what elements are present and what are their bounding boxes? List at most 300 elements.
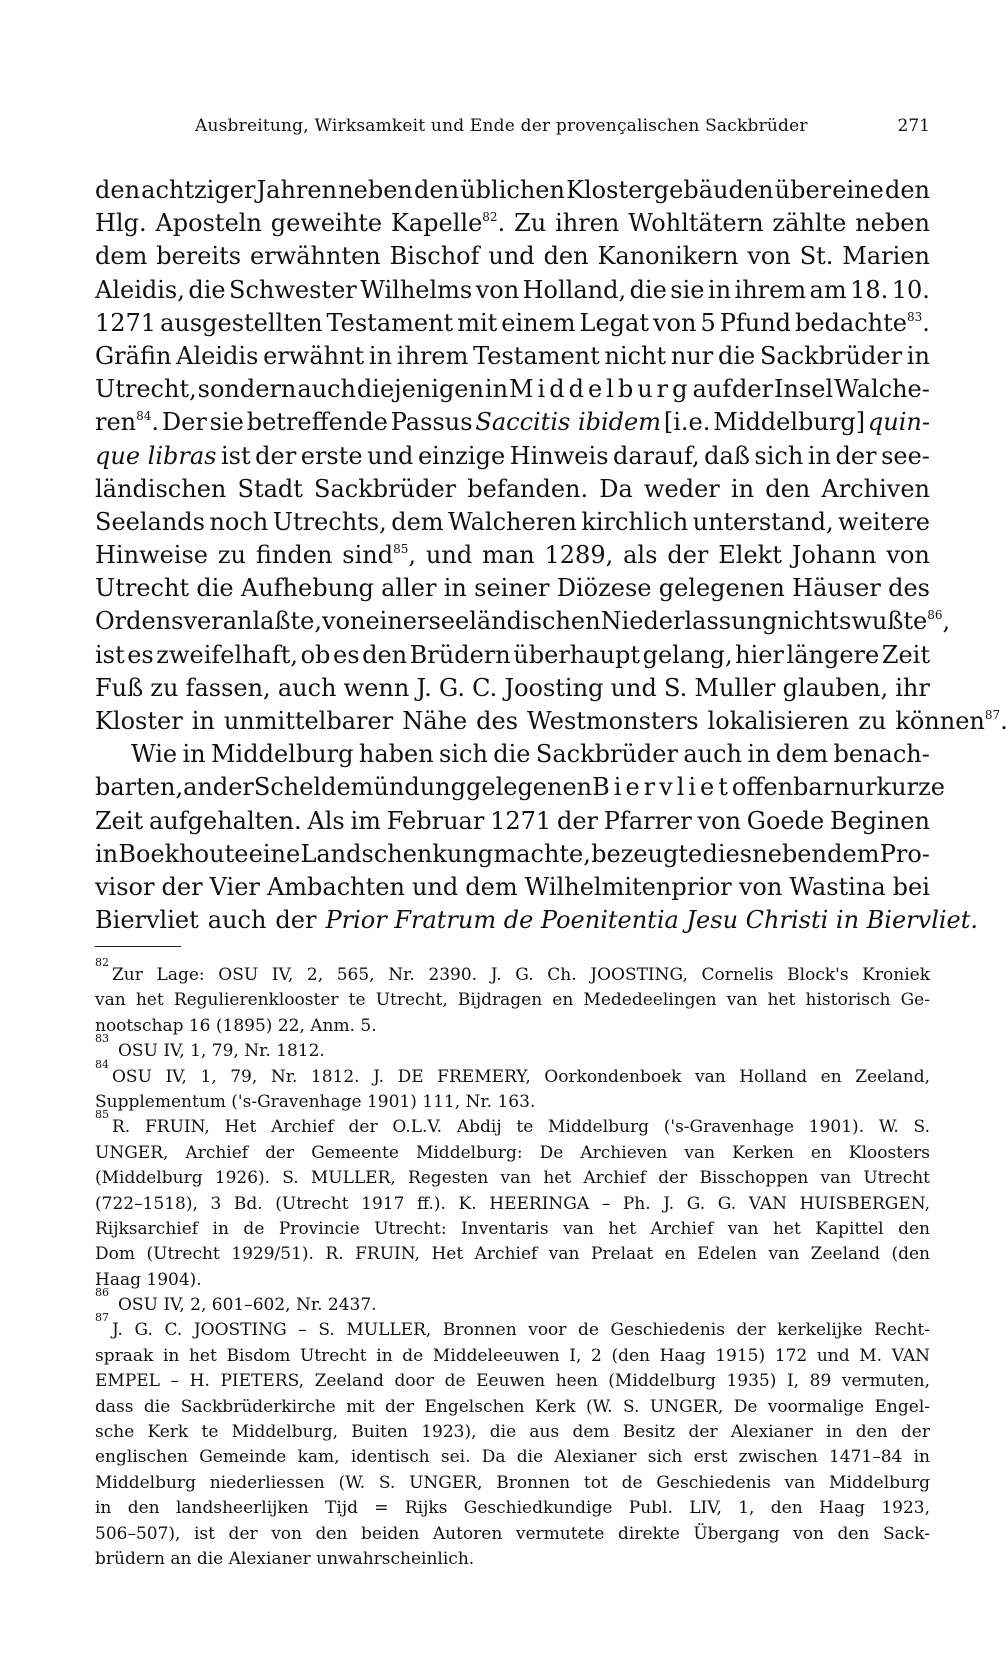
word-group (628, 207, 763, 240)
word: 5 (700, 308, 716, 337)
word: Februar (386, 806, 485, 835)
word: mit (457, 308, 498, 337)
footnote-line (95, 1395, 930, 1420)
word: im (350, 806, 381, 835)
word-group (428, 605, 600, 638)
word-group (391, 506, 443, 539)
word-group (800, 240, 834, 273)
word: dem (465, 872, 518, 901)
word: Boekhoute (118, 839, 249, 868)
word-group (160, 307, 322, 340)
word-group (601, 605, 778, 638)
text-line (95, 340, 930, 373)
word: . (922, 308, 930, 337)
footnote-line (95, 1522, 930, 1547)
word-group (747, 738, 770, 771)
word: in (182, 740, 206, 769)
word-group (544, 240, 589, 273)
word-group (95, 274, 185, 307)
word: Wohltätern (628, 209, 764, 238)
word: Testament (326, 308, 454, 337)
word-group (888, 572, 930, 605)
word-group (664, 672, 687, 705)
word-group (367, 440, 413, 473)
footnote-text: dass die Sackbrüderkirche mit der Engelschen Kerk (W. S. UNGER, De voormalige Engel- (95, 1396, 930, 1417)
word-group (271, 207, 382, 240)
word: achtziger (141, 176, 256, 204)
word-group (95, 506, 205, 539)
footnote-line (95, 956, 930, 988)
word: Marien (842, 242, 930, 271)
footnote-text: EMPEL – H. PIETERS, Zeeland door de Eeuwen heen (Middelburg 1935) I, 89 vermuten, (95, 1371, 930, 1392)
footnote-text: R. FRUIN, Het Archief der O.L.V. Abdij te Middelburg ('s-Gravenhage 1901). W. S. (112, 1117, 930, 1138)
word: in (95, 839, 119, 868)
word-group (127, 639, 154, 672)
word: seeländischen (428, 607, 601, 636)
text-line (95, 539, 930, 572)
word: Landschenkung (300, 839, 494, 868)
word: auch (277, 673, 337, 702)
word-group (698, 805, 741, 838)
word: Insel (774, 375, 834, 404)
word-group (95, 871, 154, 904)
word-group (350, 805, 380, 838)
text-line (95, 406, 930, 439)
word: aller (381, 574, 437, 603)
footnote-number: 86 (95, 1286, 109, 1300)
word: haben (358, 740, 434, 769)
word: Goede (746, 806, 825, 835)
main-text (95, 174, 1008, 937)
word: Walcheren (448, 507, 577, 536)
word-group (362, 639, 407, 672)
word-group (545, 539, 614, 572)
word: einer (365, 607, 429, 636)
word: erste (300, 441, 363, 470)
footnotes (95, 956, 930, 1572)
word: dies (702, 839, 753, 868)
word-group (821, 473, 930, 506)
word: und (488, 242, 535, 271)
word: überhaupt (513, 640, 641, 669)
word-group (643, 639, 733, 672)
word: zu (858, 707, 887, 735)
footnote-text: in den landsheerlijken Tijd = Rijks Geschiedkundige Publ. LIV, 1, den Haag 1923, (95, 1498, 930, 1519)
word-group (457, 307, 497, 340)
word: zählte (772, 209, 847, 238)
word: die (196, 574, 234, 603)
footnote-text: Rijksarchief in de Provincie Utrecht: Inventaris van het Archief van het Kapittel den (95, 1218, 930, 1239)
word: Biervliet (95, 906, 199, 935)
word: Niederlassung (600, 607, 778, 636)
word-group (895, 672, 930, 705)
word-group (713, 406, 865, 439)
footnote-text: Dom (Utrecht 1929/51). R. FRUIN, Het Archief van Prelaat en Edelen van Zeeland (den (95, 1244, 930, 1265)
word: hier (735, 640, 784, 669)
word: Muller (694, 673, 776, 702)
word-group (693, 506, 834, 539)
word: Fuß (95, 673, 144, 702)
word: der (212, 773, 254, 802)
word-group (297, 373, 356, 406)
word: Der (161, 408, 207, 437)
word-group (735, 274, 807, 307)
footnote-text: OSU IV, 2, 601–602, Nr. 2437. (118, 1295, 377, 1316)
word-group (95, 605, 184, 638)
word: neben (855, 209, 930, 238)
word: finden (255, 541, 333, 570)
word: C. (472, 673, 498, 702)
word-group (787, 639, 880, 672)
word: an (183, 773, 213, 802)
word: Wastina (789, 872, 886, 901)
word-group (273, 506, 387, 539)
word: sie (209, 408, 244, 437)
word-group (667, 539, 708, 572)
word-group (95, 838, 118, 871)
word-group (325, 904, 978, 937)
word: unterstand, (692, 507, 834, 536)
word-group (659, 572, 785, 605)
word-group (95, 539, 208, 572)
word: daß (704, 441, 750, 470)
word-group (391, 406, 473, 439)
word-group (322, 605, 365, 638)
word: darauf, (613, 441, 700, 470)
word-group (670, 274, 704, 307)
word: Joosting (504, 673, 604, 702)
footnote-text: Haag 1904). (95, 1269, 202, 1290)
word: Sackbrüder (759, 341, 903, 370)
word-group (692, 373, 731, 406)
word-group (735, 639, 784, 672)
word: Scheldemündung (253, 773, 466, 802)
word: dem (827, 839, 880, 868)
word: von (886, 541, 930, 570)
word-group (739, 871, 782, 904)
word-group (256, 539, 333, 572)
word: ob (300, 640, 331, 669)
word-group (827, 838, 879, 871)
word: Middelburg (210, 740, 354, 769)
footnote-ref: 84 (136, 409, 152, 424)
word: in (191, 707, 215, 735)
word: ausgestellten (160, 308, 323, 337)
word: auch (683, 740, 742, 769)
word: kurze (876, 773, 945, 802)
word-group (95, 207, 147, 240)
word-group (527, 705, 699, 738)
word: den (543, 242, 589, 271)
word: S. (664, 673, 688, 702)
word: der (835, 441, 877, 470)
word-group (439, 738, 488, 771)
word: Wilhelmitenprior (524, 872, 732, 901)
word-group (880, 838, 930, 871)
word-group (155, 207, 261, 240)
word-group (95, 572, 189, 605)
word: glauben, (782, 673, 889, 702)
footnote-text: 506–507), ist der von den beiden Autoren vermutete direkte Übergang von den Sack- (95, 1523, 930, 1544)
footnote-text: OSU IV, 1, 79, Nr. 1812. (118, 1041, 325, 1062)
word-group (402, 705, 467, 738)
word-group (504, 672, 603, 705)
word: als (623, 541, 658, 570)
word: von (747, 242, 791, 271)
word: Hinweis (509, 441, 609, 470)
word-group (333, 639, 360, 672)
word-group (708, 274, 731, 307)
word-group (183, 771, 213, 804)
word: Testament (473, 341, 600, 370)
word-group (95, 373, 197, 406)
word: zu (150, 673, 179, 702)
word-group (895, 705, 1008, 738)
word: der (667, 541, 709, 570)
word-group (557, 805, 598, 838)
word: ist (221, 441, 251, 470)
word: kirchlich (581, 507, 689, 536)
word-group (509, 373, 692, 406)
word-group (275, 904, 316, 937)
word: können (895, 707, 985, 735)
word: noch (209, 507, 269, 536)
footnote-text: Middelburg niederliessen (W. S. UNGER, Bronnen tot de Geschiedenis van Middelburg (95, 1472, 930, 1493)
word-group (885, 174, 930, 207)
word-group (842, 240, 930, 273)
word: que libras (95, 441, 217, 470)
word-group (460, 174, 565, 207)
word-group (118, 838, 248, 871)
word: . (1000, 707, 1008, 735)
word: man (482, 541, 535, 570)
word-group (196, 572, 233, 605)
word-group (209, 506, 268, 539)
word: von (475, 275, 520, 304)
word: Pfarrer (603, 806, 692, 835)
word-group (830, 805, 930, 838)
word-group (592, 771, 732, 804)
word-group (694, 672, 775, 705)
text-line (95, 174, 930, 207)
word: Biervliet (592, 773, 732, 802)
word-group (241, 572, 374, 605)
word-group (300, 838, 493, 871)
word: erwähnten (250, 242, 381, 271)
word-group (255, 440, 296, 473)
footnote-line (95, 1369, 930, 1394)
word: den (95, 176, 141, 204)
word-group (893, 871, 930, 904)
word-group (210, 871, 260, 904)
word: aufgehalten. (148, 806, 302, 835)
word-group (224, 705, 393, 738)
word-group (834, 373, 930, 406)
word-group (465, 871, 517, 904)
word-group (630, 274, 667, 307)
word: Seelands (95, 507, 205, 536)
word-group (342, 539, 416, 572)
word: befanden. (467, 474, 589, 503)
word-group (150, 672, 178, 705)
text-line (95, 871, 930, 904)
word: J. (416, 673, 432, 702)
word: 10. (891, 275, 930, 304)
word: in (484, 375, 509, 404)
word-group (792, 572, 881, 605)
word-group (907, 340, 930, 373)
word-group (229, 274, 357, 307)
word: Diözese (556, 574, 652, 603)
word-group (391, 207, 505, 240)
word-group (359, 738, 434, 771)
word: der (161, 872, 203, 901)
word-group (835, 440, 876, 473)
text-line (95, 605, 951, 638)
word: der (732, 375, 774, 404)
word: gelang, (642, 640, 733, 669)
word-group (783, 672, 888, 705)
word: machte, (493, 839, 591, 868)
word: einem (501, 308, 576, 337)
word: benach- (833, 740, 930, 769)
word-group (892, 274, 930, 307)
word: nur (834, 773, 877, 802)
word: ländischen (95, 474, 227, 503)
word-group (210, 406, 244, 439)
word: zweifelhaft, (156, 640, 299, 669)
footnote-line (95, 1192, 930, 1217)
word: in (368, 341, 393, 370)
word-group (566, 174, 773, 207)
word: 18. (850, 275, 889, 304)
word: wenn (343, 673, 410, 702)
footnote-line (95, 1471, 930, 1496)
footnote-text: nootschap 16 (1895) 22, Anm. 5. (95, 1015, 377, 1036)
word-group (832, 174, 884, 207)
word-group (485, 373, 508, 406)
word: [i.e. (663, 408, 711, 437)
word-group (218, 539, 246, 572)
word: bezeugte (591, 839, 703, 868)
word: Westmonsters (527, 707, 699, 735)
word-group (513, 639, 640, 672)
text-line (95, 672, 930, 705)
word: eine (832, 176, 884, 204)
word: veranlaßte, (183, 607, 322, 636)
word: Gräfin (95, 341, 172, 370)
footnote-line (95, 1547, 930, 1572)
word: den (362, 640, 408, 669)
word: dem (391, 507, 444, 536)
word-group (851, 605, 950, 638)
running-header (95, 116, 930, 144)
footnote-text: sche Kerk te Middelburg, Buiten 1923), die aus dem Besitz der Alexianer in den der (95, 1422, 930, 1443)
word-group (95, 771, 183, 804)
word: Aleidis (176, 341, 259, 370)
footnote-line (95, 1166, 930, 1191)
word-group (176, 340, 258, 373)
word-group (476, 705, 518, 738)
word-group (156, 639, 298, 672)
word-group (488, 240, 534, 273)
word: Kapelle (390, 209, 483, 238)
word: Ordens (95, 607, 184, 636)
footnote-ref: 82 (482, 210, 498, 225)
word-group (472, 672, 497, 705)
word-group (473, 340, 600, 373)
word: bei (892, 872, 930, 901)
word: in (730, 474, 755, 503)
word-group (466, 771, 592, 804)
text-line (95, 705, 1008, 738)
word: Aleidis, (95, 275, 185, 304)
footnote-line (95, 1268, 930, 1293)
word-group (95, 639, 125, 672)
word: Kanonikern (597, 242, 739, 271)
word: betreffende (246, 408, 388, 437)
word: nur (670, 341, 714, 370)
word-group (700, 307, 715, 340)
footnote-text: J. G. C. JOOSTING – S. MULLER, Bronnen voor de Geschiedenis der kerkelijke Recht- (112, 1320, 930, 1341)
word: 1271 (95, 308, 157, 337)
word: ihrem (396, 341, 469, 370)
word: ihr (895, 673, 930, 702)
word: dem (775, 740, 829, 769)
word: Hinweise (95, 541, 209, 570)
text-line (95, 738, 930, 771)
word-group (467, 473, 588, 506)
footnote-line (95, 1286, 930, 1318)
word-group (702, 838, 752, 871)
text-line (95, 373, 930, 406)
word: und (425, 541, 473, 570)
word: 1271 (490, 806, 552, 835)
word-group (301, 639, 331, 672)
text-line (95, 473, 930, 506)
word: eine (248, 839, 301, 868)
word: sie (670, 275, 705, 304)
word-group (868, 406, 930, 439)
footnote-ref: 85 (393, 542, 409, 557)
footnote-line (95, 1032, 930, 1064)
word-group (599, 473, 633, 506)
word: neben (338, 176, 413, 204)
word: Beginen (829, 806, 930, 835)
word-group (623, 539, 657, 572)
word: auf (692, 375, 732, 404)
word: Middelburg (508, 375, 692, 404)
word-group (131, 738, 177, 771)
footnote-line (95, 1141, 930, 1166)
text-line (95, 805, 930, 838)
word-group (838, 506, 930, 539)
word: in (807, 441, 831, 470)
word-group (720, 307, 791, 340)
word: . (497, 209, 506, 238)
word-group (718, 340, 755, 373)
word: 1289, (544, 541, 614, 570)
word: sich (439, 740, 488, 769)
word-group (886, 539, 929, 572)
word-group (704, 440, 750, 473)
word-group (95, 240, 147, 273)
footnote-line (95, 1057, 930, 1090)
footnote-text: brüdern an die Alexianer unwahrscheinlich. (95, 1548, 475, 1569)
word: weder (643, 474, 720, 503)
word: Zeit (95, 806, 144, 835)
word-group (314, 473, 456, 506)
